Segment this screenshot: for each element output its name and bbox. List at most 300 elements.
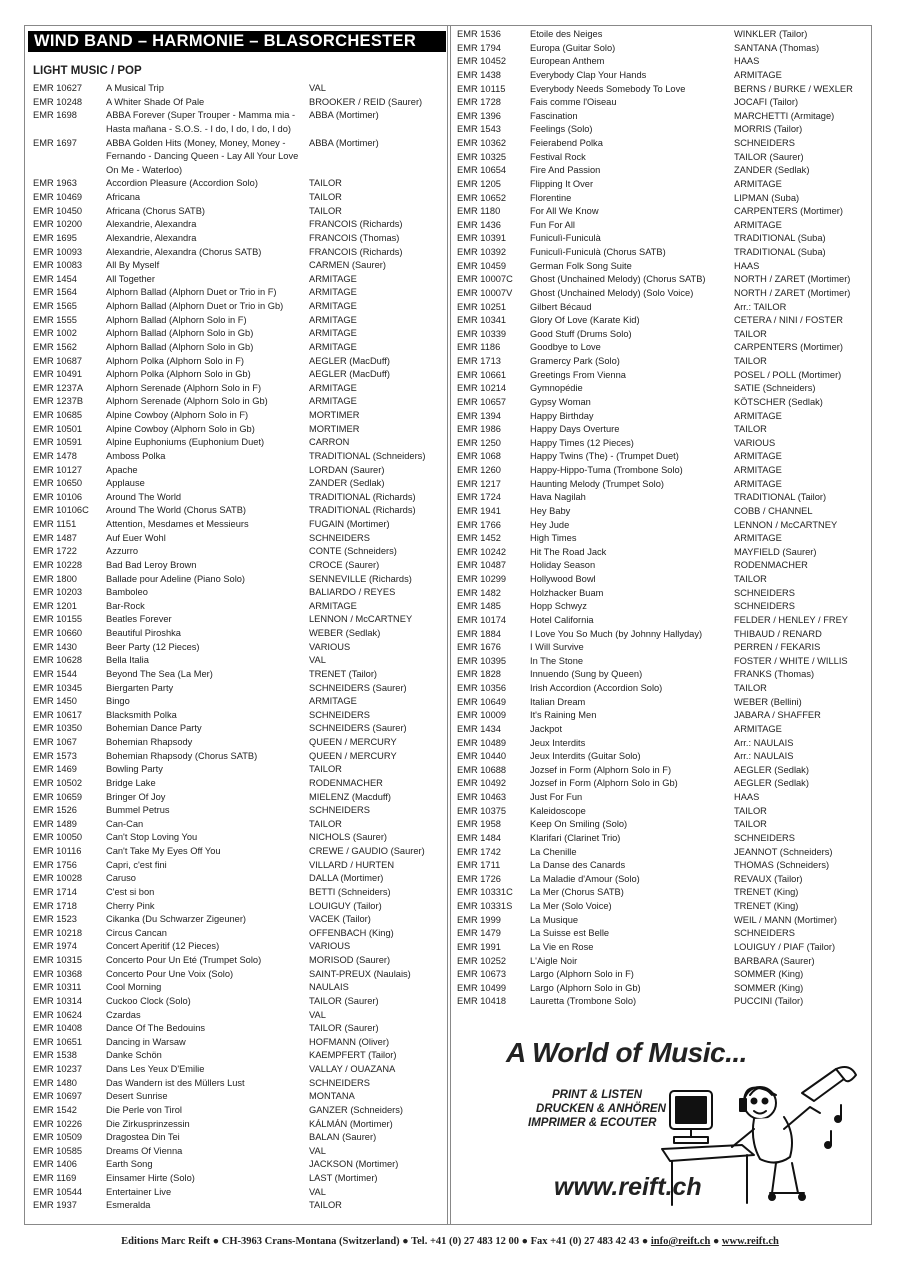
composer-arranger: POSEL / POLL (Mortimer) xyxy=(734,369,842,380)
piece-title: Lauretta (Trombone Solo) xyxy=(530,996,637,1007)
footer-tel: Tel. +41 (0) 27 483 12 00 xyxy=(411,1236,520,1247)
catalog-entry xyxy=(33,1077,445,1091)
composer-arranger: HAAS xyxy=(734,260,760,271)
piece-title: Everybody Needs Somebody To Love xyxy=(530,83,686,94)
piece-title: La Vie en Rose xyxy=(530,941,594,952)
composer-arranger: CARRON xyxy=(309,437,350,448)
composer-arranger: CARMEN (Saurer) xyxy=(309,260,386,271)
catalog-entry xyxy=(33,450,445,464)
catalog-entry xyxy=(457,546,870,560)
piece-title: Cool Morning xyxy=(106,982,162,993)
piece-title: Dance Of The Bedouins xyxy=(106,1023,206,1034)
piece-title: Dreams Of Vienna xyxy=(106,1145,183,1156)
piece-title: Etoile des Neiges xyxy=(530,29,603,39)
catalog-entry xyxy=(457,818,870,832)
catalog-number: EMR 10127 xyxy=(33,464,83,475)
composer-arranger: QUEEN / MERCURY xyxy=(309,750,397,761)
catalog-entry xyxy=(33,96,445,110)
catalog-entry xyxy=(33,940,445,954)
piece-title: Alexandrie, Alexandra xyxy=(106,219,197,230)
catalog-entry xyxy=(33,246,445,260)
composer-arranger: Arr.: NAULAIS xyxy=(734,737,794,748)
composer-arranger: LOUIGUY (Tailor) xyxy=(309,900,382,911)
composer-arranger: TAILOR xyxy=(734,356,767,366)
catalog-entry xyxy=(457,246,870,260)
piece-title: Gramercy Park (Solo) xyxy=(530,356,620,366)
composer-arranger: ABBA (Mortimer) xyxy=(309,110,379,121)
composer-arranger: AEGLER (MacDuff) xyxy=(309,369,390,380)
piece-title: Around The World (Chorus SATB) xyxy=(106,505,247,516)
catalog-entry xyxy=(33,423,445,437)
piece-title: Blacksmith Polka xyxy=(106,709,177,720)
catalog-number: EMR 1201 xyxy=(33,600,77,611)
piece-title: Esmeralda xyxy=(106,1200,151,1211)
piece-title: Concerto Pour Un Eté (Trumpet Solo) xyxy=(106,955,262,965)
catalog-entry xyxy=(33,600,445,614)
catalog-number: EMR 10106 xyxy=(33,491,83,502)
catalog-entry xyxy=(33,395,445,409)
catalog-number: EMR 10214 xyxy=(457,383,507,394)
piece-title: Bingo xyxy=(106,696,130,707)
catalog-entry xyxy=(33,777,445,791)
piece-title: High Times xyxy=(530,533,577,544)
catalog-number: EMR 10093 xyxy=(33,246,83,257)
catalog-number: EMR 1217 xyxy=(457,478,501,489)
catalog-number: EMR 10624 xyxy=(33,1009,83,1020)
catalog-number: EMR 10314 xyxy=(33,995,83,1006)
composer-arranger: VAL xyxy=(309,1009,326,1020)
catalog-entry xyxy=(33,137,445,178)
catalog-entry xyxy=(33,1022,445,1036)
advertisement xyxy=(492,1033,867,1215)
piece-title: I Will Survive xyxy=(530,642,584,653)
catalog-entry xyxy=(457,355,870,369)
catalog-entry xyxy=(457,178,870,192)
catalog-entry xyxy=(33,954,445,968)
catalog-entry xyxy=(457,83,870,97)
piece-title: Bohemian Rhapsody (Chorus SATB) xyxy=(106,750,258,761)
composer-arranger: TAILOR xyxy=(734,805,767,816)
catalog-entry xyxy=(33,1036,445,1050)
piece-title: Das Wandern ist des Müllers Lust xyxy=(106,1077,245,1088)
piece-title: Bohemian Rhapsody xyxy=(106,737,193,747)
piece-title: Cikanka (Du Schwarzer Zigeuner) xyxy=(106,914,247,925)
catalog-entry xyxy=(457,505,870,519)
piece-title: Circus Cancan xyxy=(106,927,167,938)
catalog-number: EMR 10418 xyxy=(457,996,507,1007)
catalog-number: EMR 10509 xyxy=(33,1132,83,1143)
catalog-number: EMR 10585 xyxy=(33,1145,83,1156)
piece-title: Die Zirkusprinzessin xyxy=(106,1118,190,1129)
piece-title: Jozsef in Form (Alphorn Solo in F) xyxy=(530,764,672,775)
composer-arranger: FRANCOIS (Richards) xyxy=(309,219,403,230)
catalog-entry xyxy=(457,641,870,655)
catalog-entry xyxy=(33,791,445,805)
composer-arranger: ARMITAGE xyxy=(309,273,357,284)
composer-arranger: SENNEVILLE (Richards) xyxy=(309,573,412,584)
piece-title: Concerto Pour Une Voix (Solo) xyxy=(106,968,234,979)
catalog-number: EMR 10341 xyxy=(457,315,507,326)
catalog-entry xyxy=(457,655,870,669)
catalog-number: EMR 1742 xyxy=(457,846,501,857)
catalog-entry xyxy=(33,491,445,505)
piece-title: Fais comme l'Oiseau xyxy=(530,97,617,108)
catalog-number: EMR 1800 xyxy=(33,573,77,584)
piece-title: A Musical Trip xyxy=(106,83,164,93)
catalog-entry xyxy=(33,259,445,273)
catalog-entry xyxy=(33,613,445,627)
catalog-number: EMR 1489 xyxy=(33,818,77,829)
catalog-number: EMR 1722 xyxy=(33,546,77,557)
catalog-number: EMR 10248 xyxy=(33,96,83,107)
catalog-number: EMR 10659 xyxy=(33,791,83,802)
piece-title: Africana (Chorus SATB) xyxy=(106,205,206,216)
catalog-number: EMR 1536 xyxy=(457,29,501,39)
catalog-entry xyxy=(457,750,870,764)
catalog-number: EMR 10649 xyxy=(457,696,507,707)
catalog-number: EMR 1697 xyxy=(33,137,77,148)
composer-arranger: WINKLER (Tailor) xyxy=(734,29,808,39)
piece-title: Gypsy Woman xyxy=(530,396,591,407)
catalog-entry xyxy=(457,968,870,982)
catalog-entry xyxy=(457,777,870,791)
footer-separator: ● xyxy=(639,1236,651,1247)
piece-title: Czardas xyxy=(106,1009,141,1020)
composer-arranger: REVAUX (Tailor) xyxy=(734,873,803,884)
catalog-number: EMR 10654 xyxy=(457,165,507,176)
catalog-entry xyxy=(33,668,445,682)
catalog-entry xyxy=(33,573,445,587)
piece-title: Happy Birthday xyxy=(530,410,594,421)
composer-arranger: CARPENTERS (Mortimer) xyxy=(734,342,843,353)
piece-title: Alpine Euphoniums (Euphonium Duet) xyxy=(106,437,265,448)
catalog-entry xyxy=(457,600,870,614)
piece-title: Hava Nagilah xyxy=(530,492,586,503)
catalog-entry xyxy=(457,832,870,846)
catalog-number: EMR 10395 xyxy=(457,655,507,666)
composer-arranger: VARIOUS xyxy=(734,437,776,448)
catalog-entry xyxy=(457,369,870,383)
composer-arranger: ARMITAGE xyxy=(309,314,357,325)
piece-title: L'Aigle Noir xyxy=(530,955,578,966)
composer-arranger: NAULAIS xyxy=(309,982,349,993)
composer-arranger: SCHNEIDERS xyxy=(309,709,370,720)
composer-arranger: MORRIS (Tailor) xyxy=(734,124,803,135)
catalog-number: EMR 1396 xyxy=(457,110,501,121)
piece-title: La Mer (Chorus SATB) xyxy=(530,887,624,898)
composer-arranger: TRENET (Tailor) xyxy=(309,668,378,679)
composer-arranger: JABARA / SHAFFER xyxy=(734,710,821,721)
catalog-entry xyxy=(457,491,870,505)
piece-title: Alphorn Ballad (Alphorn Solo in Gb) xyxy=(106,328,254,339)
catalog-entry xyxy=(457,42,870,56)
piece-title: La Maladie d'Amour (Solo) xyxy=(530,873,640,884)
catalog-entry xyxy=(33,205,445,219)
catalog-number: EMR 10203 xyxy=(33,587,83,598)
footer-separator: ● xyxy=(519,1236,531,1247)
piece-title: European Anthem xyxy=(530,56,605,67)
catalog-number: EMR 1718 xyxy=(33,900,77,911)
ad-website[interactable]: www.reift.ch xyxy=(554,1173,702,1201)
composer-arranger: PERREN / FEKARIS xyxy=(734,642,821,653)
composer-arranger: BETTI (Schneiders) xyxy=(309,886,391,897)
catalog-number: EMR 1452 xyxy=(457,533,501,544)
catalog-number: EMR 1067 xyxy=(33,737,77,747)
catalog-number: EMR 1542 xyxy=(33,1104,77,1115)
composer-arranger: KÖTSCHER (Sedlak) xyxy=(734,396,823,407)
composer-arranger: ZANDER (Sedlak) xyxy=(309,478,385,489)
catalog-number: EMR 10242 xyxy=(457,546,507,557)
composer-arranger: SCHNEIDERS xyxy=(734,587,795,598)
catalog-number: EMR 1958 xyxy=(457,819,501,830)
catalog-entry xyxy=(33,804,445,818)
composer-arranger: JEANNOT (Schneiders) xyxy=(734,846,833,857)
catalog-number: EMR 10459 xyxy=(457,260,507,271)
catalog-number: EMR 10345 xyxy=(33,682,83,693)
composer-arranger: FRANKS (Thomas) xyxy=(734,669,815,680)
catalog-number: EMR 1937 xyxy=(33,1200,77,1211)
composer-arranger: ARMITAGE xyxy=(309,396,357,407)
composer-arranger: MORISOD (Saurer) xyxy=(309,955,391,965)
catalog-entry xyxy=(457,219,870,233)
composer-arranger: TRENET (King) xyxy=(734,901,799,911)
piece-title: Jackpot xyxy=(530,723,563,734)
catalog-entry xyxy=(33,736,445,750)
composer-arranger: VARIOUS xyxy=(309,641,351,652)
piece-title: Beyond The Sea (La Mer) xyxy=(106,668,213,679)
piece-title: Bridge Lake xyxy=(106,777,156,788)
piece-title: Keep On Smiling (Solo) xyxy=(530,819,628,830)
catalog-number: EMR 10200 xyxy=(33,219,83,230)
piece-title: Bad Bad Leroy Brown xyxy=(106,559,197,570)
composer-arranger: AEGLER (Sedlak) xyxy=(734,778,809,789)
composer-arranger: ARMITAGE xyxy=(309,600,357,611)
piece-title: Alphorn Ballad (Alphorn Duet or Trio in F) xyxy=(106,287,277,298)
catalog-number: EMR 10311 xyxy=(33,982,82,993)
catalog-entry xyxy=(33,586,445,600)
catalog-number: EMR 10174 xyxy=(457,614,507,625)
catalog-number: EMR 1724 xyxy=(457,492,501,503)
catalog-number: EMR 1555 xyxy=(33,314,77,325)
composer-arranger: CETERA / NINI / FOSTER xyxy=(734,315,843,326)
composer-arranger: AEGLER (Sedlak) xyxy=(734,764,809,775)
piece-title: Innuendo (Sung by Queen) xyxy=(530,669,643,680)
composer-arranger: LENNON / McCARTNEY xyxy=(309,614,413,625)
composer-arranger: TAILOR xyxy=(309,764,342,775)
composer-arranger: ARMITAGE xyxy=(309,696,357,707)
composer-arranger: JACKSON (Mortimer) xyxy=(309,1159,399,1170)
piece-title: Entertainer Live xyxy=(106,1186,172,1197)
composer-arranger: ARMITAGE xyxy=(734,723,782,734)
piece-title: Can't Stop Loving You xyxy=(106,832,198,843)
composer-arranger: NICHOLS (Saurer) xyxy=(309,832,388,843)
piece-title: La Danse des Canards xyxy=(530,860,626,871)
piece-title: Hopp Schwyz xyxy=(530,601,587,612)
piece-title: ABBA Golden Hits (Money, Money, Money - Fernando - Dancing Queen - Lay All Your Love On Me - Waterloo) xyxy=(106,137,299,175)
composer-arranger: LORDAN (Saurer) xyxy=(309,464,385,475)
composer-arranger: DALLA (Mortimer) xyxy=(309,873,384,884)
catalog-entry xyxy=(33,1090,445,1104)
catalog-number: EMR 10440 xyxy=(457,751,507,762)
composer-arranger: SAINT-PREUX (Naulais) xyxy=(309,968,411,979)
catalog-entry xyxy=(33,177,445,191)
composer-arranger: ARMITAGE xyxy=(734,533,782,544)
piece-title: Gymnopédie xyxy=(530,383,583,394)
right-column-list xyxy=(457,28,870,1009)
catalog-number: EMR 10469 xyxy=(33,192,83,202)
composer-arranger: SOMMER (King) xyxy=(734,982,804,993)
footer xyxy=(0,1236,900,1247)
piece-title: Dragostea Din Tei xyxy=(106,1132,180,1143)
composer-arranger: TAILOR (Saurer) xyxy=(734,151,804,162)
composer-arranger: ABBA (Mortimer) xyxy=(309,137,379,148)
composer-arranger: SCHNEIDERS xyxy=(734,832,795,843)
catalog-entry xyxy=(457,137,870,151)
catalog-entry xyxy=(33,477,445,491)
catalog-number: EMR 1991 xyxy=(457,941,501,952)
catalog-entry xyxy=(33,82,445,96)
piece-title: Can-Can xyxy=(106,818,144,829)
piece-title: Bummel Petrus xyxy=(106,805,170,816)
composer-arranger: SATIE (Schneiders) xyxy=(734,383,816,394)
piece-title: Alphorn Serenade (Alphorn Solo in F) xyxy=(106,382,262,393)
piece-title: La Suisse est Belle xyxy=(530,928,610,939)
composer-arranger: RODENMACHER xyxy=(734,560,808,571)
composer-arranger: TAILOR xyxy=(734,819,767,830)
catalog-number: EMR 10408 xyxy=(33,1023,83,1034)
piece-title: Fun For All xyxy=(530,219,575,230)
catalog-entry xyxy=(457,696,870,710)
composer-arranger: COBB / CHANNEL xyxy=(734,505,813,516)
catalog-entry xyxy=(33,518,445,532)
composer-arranger: MORTIMER xyxy=(309,423,360,434)
catalog-entry xyxy=(457,559,870,573)
footer-web-link[interactable]: www.reift.ch xyxy=(721,1236,779,1247)
composer-arranger: TAILOR xyxy=(309,818,342,829)
composer-arranger: TAILOR xyxy=(309,1200,342,1211)
composer-arranger: RODENMACHER xyxy=(309,777,383,788)
composer-arranger: TRADITIONAL (Richards) xyxy=(309,505,416,516)
composer-arranger: ARMITAGE xyxy=(734,219,782,230)
piece-title: Alphorn Serenade (Alphorn Solo in Gb) xyxy=(106,396,268,407)
catalog-entry xyxy=(33,532,445,546)
catalog-entry xyxy=(33,845,445,859)
composer-arranger: VAL xyxy=(309,655,326,666)
footer-email-link[interactable]: info@reift.ch xyxy=(650,1236,711,1247)
piece-title: Bamboleo xyxy=(106,587,148,598)
composer-arranger: SCHNEIDERS xyxy=(734,138,795,148)
composer-arranger: HAAS xyxy=(734,792,760,802)
catalog-entry xyxy=(33,763,445,777)
composer-arranger: WEBER (Sedlak) xyxy=(309,628,381,638)
catalog-entry xyxy=(457,341,870,355)
piece-title: La Chenille xyxy=(530,846,577,857)
catalog-number: EMR 10392 xyxy=(457,247,507,257)
catalog-entry xyxy=(457,886,870,900)
catalog-entry xyxy=(457,450,870,464)
catalog-number: EMR 10356 xyxy=(457,683,507,693)
catalog-entry xyxy=(457,423,870,437)
piece-title: ABBA Forever (Super Trouper - Mamma mia - Hasta mañana - S.O.S. - I do, I do, I do, I do) xyxy=(106,110,296,134)
catalog-number: EMR 1180 xyxy=(457,206,501,217)
composer-arranger: SCHNEIDERS xyxy=(309,805,370,816)
piece-title: Alphorn Ballad (Alphorn Solo in F) xyxy=(106,314,247,325)
catalog-entry xyxy=(457,396,870,410)
catalog-entry xyxy=(33,722,445,736)
catalog-entry xyxy=(457,995,870,1009)
piece-title: Around The World xyxy=(106,491,182,502)
catalog-number: EMR 1523 xyxy=(33,914,77,925)
piece-title: Hey Jude xyxy=(530,519,570,530)
piece-title: Concert Aperitif (12 Pieces) xyxy=(106,941,220,952)
catalog-entry xyxy=(33,286,445,300)
composer-arranger: ARMITAGE xyxy=(309,382,357,393)
piece-title: All By Myself xyxy=(106,260,160,271)
composer-arranger: MARCHETTI (Armitage) xyxy=(734,110,835,121)
piece-title: Just For Fun xyxy=(530,792,583,802)
catalog-number: EMR 10007C xyxy=(457,274,513,285)
composer-arranger: SCHNEIDERS (Saurer) xyxy=(309,682,407,693)
catalog-entry xyxy=(33,341,445,355)
catalog-number: EMR 10628 xyxy=(33,655,83,666)
column-divider xyxy=(447,25,451,1225)
catalog-number: EMR 10391 xyxy=(457,233,507,244)
piece-title: Attention, Mesdames et Messieurs xyxy=(106,519,249,529)
catalog-number: EMR 1676 xyxy=(457,642,501,653)
catalog-number: EMR 10331C xyxy=(457,887,513,898)
catalog-number: EMR 10050 xyxy=(33,832,83,843)
ad-line-print: PRINT & LISTEN xyxy=(552,1089,643,1101)
composer-arranger: VACEK (Tailor) xyxy=(309,914,371,925)
catalog-number: EMR 1485 xyxy=(457,601,501,612)
catalog-number: EMR 1484 xyxy=(457,832,501,843)
catalog-number: EMR 1698 xyxy=(33,110,77,121)
catalog-entry xyxy=(33,1104,445,1118)
composer-arranger: TRADITIONAL (Schneiders) xyxy=(309,450,426,461)
catalog-number: EMR 10463 xyxy=(457,792,507,802)
catalog-number: EMR 1450 xyxy=(33,696,77,707)
composer-arranger: WEBER (Bellini) xyxy=(734,696,802,707)
piece-title: All Together xyxy=(106,273,155,284)
composer-arranger: HOFMANN (Oliver) xyxy=(309,1036,390,1047)
piece-title: A Whiter Shade Of Pale xyxy=(106,96,205,107)
catalog-number: EMR 1941 xyxy=(457,505,501,516)
catalog-entry xyxy=(33,382,445,396)
piece-title: Alphorn Ballad (Alphorn Solo in Gb) xyxy=(106,341,254,352)
catalog-number: EMR 10687 xyxy=(33,355,83,366)
piece-title: Desert Sunrise xyxy=(106,1091,168,1102)
catalog-number: EMR 1250 xyxy=(457,437,501,448)
catalog-entry xyxy=(33,818,445,832)
composer-arranger: MORTIMER xyxy=(309,410,360,420)
piece-title: Greetings From Vienna xyxy=(530,369,626,380)
catalog-number: EMR 1544 xyxy=(33,668,77,679)
composer-arranger: ARMITAGE xyxy=(309,341,357,352)
composer-arranger: TRADITIONAL (Richards) xyxy=(309,491,416,502)
catalog-entry xyxy=(457,205,870,219)
piece-title: Earth Song xyxy=(106,1159,153,1170)
composer-arranger: LENNON / McCARTNEY xyxy=(734,519,838,530)
catalog-entry xyxy=(33,409,445,423)
piece-title: Alpine Cowboy (Alphorn Solo in Gb) xyxy=(106,423,255,434)
piece-title: Jeux Interdits xyxy=(530,737,586,748)
catalog-entry xyxy=(33,232,445,246)
catalog-entry xyxy=(457,941,870,955)
piece-title: Happy-Hippo-Tuma (Trombone Solo) xyxy=(530,465,683,475)
catalog-number: EMR 1478 xyxy=(33,450,77,461)
piece-title: For All We Know xyxy=(530,206,599,217)
catalog-entry xyxy=(33,368,445,382)
